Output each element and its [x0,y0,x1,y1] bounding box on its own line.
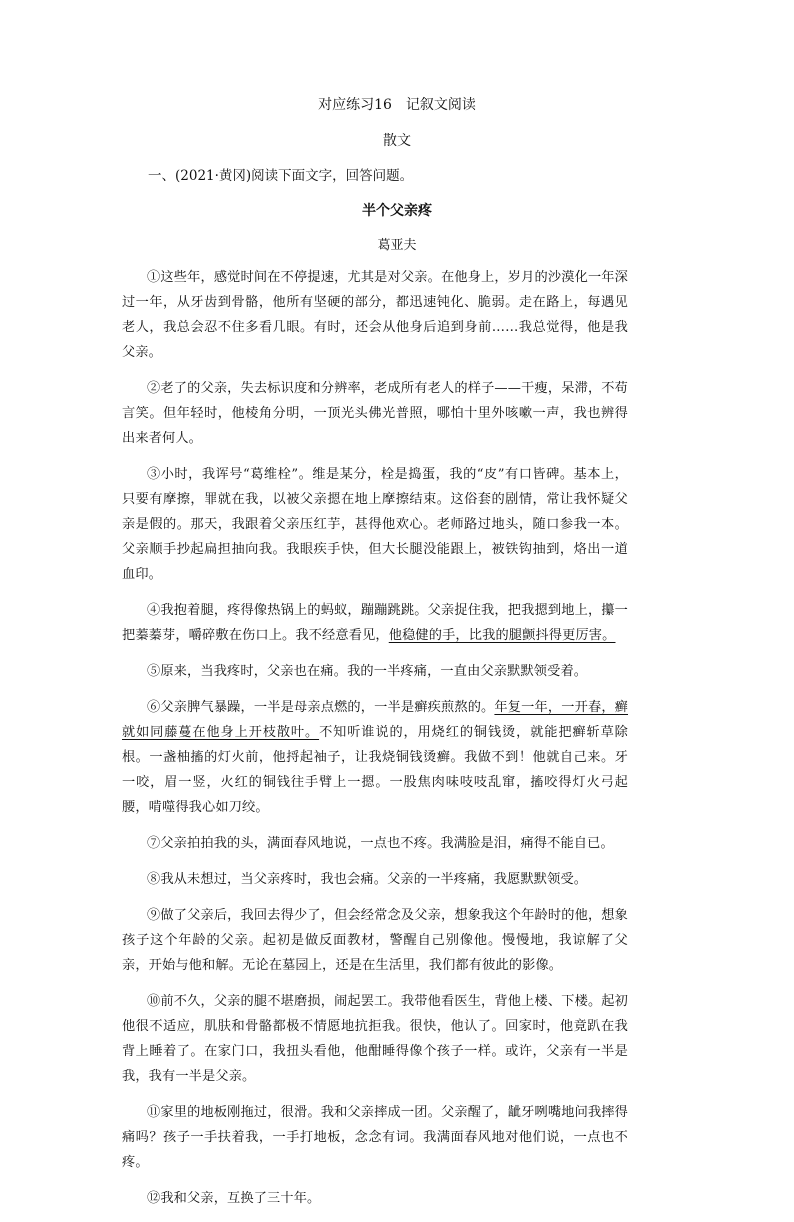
paragraph-text: 我和父亲，互换了三十年。 [160,1191,321,1206]
paragraph-text: 父亲拍拍我的头，满面春风地说，一点也不疼。我满脸是泪，痛得不能自已。 [160,836,614,851]
paragraph [122,376,628,451]
paragraph-text: 家里的地板刚拖过，很滑。我和父亲摔成一团。父亲醒了，龇牙咧嘴地问我摔得痛吗？孩子一手扶着我，一手打地板，念念有词。我满面春风地对他们说，一点也不疼。 [122,1105,629,1170]
paragraph-number: ⑫ [147,1191,161,1206]
essay-body [122,265,628,1222]
paragraph-number: ⑧ [147,872,161,887]
underlined-sentence: 年复一年，一开春，癣就如同藤蔓在他身上开枝散叶。 [122,700,629,740]
paragraph-number: ④ [147,603,161,618]
paragraph-number: ⑦ [147,836,161,851]
paragraph-number: ⑥ [147,700,161,715]
genre-subtitle: 散文 [383,133,411,149]
paragraph [122,867,628,892]
paragraph [122,695,628,820]
paragraph [122,1186,628,1211]
paragraph-text: 做了父亲后，我回去得少了，但会经常念及父亲，想象我这个年龄时的他，想象孩子这个年龄的父亲。起初是做反面教材，警醒自己别像他。慢慢地，我谅解了父亲，开始与他和解。无论在墓园上，还是在生活里，我们都有彼此的影像。 [122,908,629,973]
page-title: 对应练习16 记叙文阅读 [318,97,476,113]
paragraph-text: 这些年，感觉时间在不停提速，尤其是对父亲。在他身上，岁月的沙漠化一年深过一年，从牙齿到骨骼，他所有坚硬的部分，都迅速钝化、脆弱。走在路上，每遇见老人，我总会忍不住多看几眼。有时，还会从他身后追到身前……我总觉得，他是我父亲。 [122,270,629,360]
paragraph [122,903,628,978]
paragraph-number: ② [147,381,161,396]
paragraph-number: ① [147,270,161,285]
paragraph-number: ③ [147,467,161,482]
essay-title: 半个父亲疼 [362,203,432,219]
paragraph-text: 原来，当我疼时，父亲也在痛。我的一半疼痛，一直由父亲默默领受着。 [160,664,588,679]
paragraph [122,598,628,648]
paragraph-text: 小时，我诨号“葛维栓”。维是某分，栓是捣蛋，我的“皮”有口皆碑。基本上，只要有摩擦，罪就在我，以被父亲摁在地上摩擦结束。这俗套的剧情，常让我怀疑父亲是假的。那天，我跟着父亲压红芋，甚得他欢心。老师路过地头，随口参我一本。父亲顺手抄起扁担抽向我。我眼疾手快，但大长腿没能跟上，被铁钩抽到，烙出一道血印。 [122,467,628,582]
paragraph [122,265,628,365]
paragraph-number: ⑩ [147,994,161,1009]
paragraph-text-continued: 不知听谁说的，用烧红的铜钱烫，就能把癣斩草除根。一盏柚搐的灯火前，他捋起袖子，让我烧铜钱烫癣。我做不到！他就自己来。牙一咬，眉一竖，火红的铜钱往手臂上一摁。一股焦肉味吱吱乱窜，搐咬得灯火弓起腰，啃噬得我心如刀绞。 [122,725,628,815]
paragraph-number: ⑨ [147,908,161,923]
paragraph [122,989,628,1089]
essay-author: 葛亚夫 [377,238,417,253]
paragraph [122,462,628,587]
paragraph-text: 我从未想过，当父亲疼时，我也会痛。父亲的一半疼痛，我愿默默领受。 [160,872,588,887]
underlined-sentence: 他稳健的手，比我的腿颤抖得更厉害。 [388,628,616,643]
paragraph-text: 前不久，父亲的腿不堪磨损，闹起罢工。我带他看医生，背他上楼、下楼。起初他很不适应，肌肤和骨骼都极不情愿地抗拒我。很快，他认了。回家时，他竟趴在我背上睡着了。在家门口，我扭头看他，他酣睡得像个孩子一样。或许，父亲有一半是我，我有一半是父亲。 [122,994,629,1084]
paragraph [122,1100,628,1175]
paragraph-text: 我抱着腿，疼得像热锅上的蚂蚁，蹦蹦跳跳。父亲捉住我，把我摁到地上，攥一把蓁蓁芽，嚼碎敷在伤口上。我不经意看见， [122,603,629,643]
paragraph [122,659,628,684]
paragraph-number: ⑪ [147,1105,161,1120]
paragraph [122,831,628,856]
paragraph-number: ⑤ [147,664,161,679]
paragraph-text: 老了的父亲，失去标识度和分辨率，老成所有老人的样子——干瘦，呆滞，不苟言笑。但年轻时，他棱角分明，一顶光头佛光普照，哪怕十里外咳嗽一声，我也辨得出来者何人。 [122,381,629,446]
paragraph-text: 父亲脾气暴躁，一半是母亲点燃的，一半是癣疾煎熬的。 [160,700,495,715]
question-section-label: 一、(2021·黄冈)阅读下面文字，回答问题。 [148,168,414,184]
